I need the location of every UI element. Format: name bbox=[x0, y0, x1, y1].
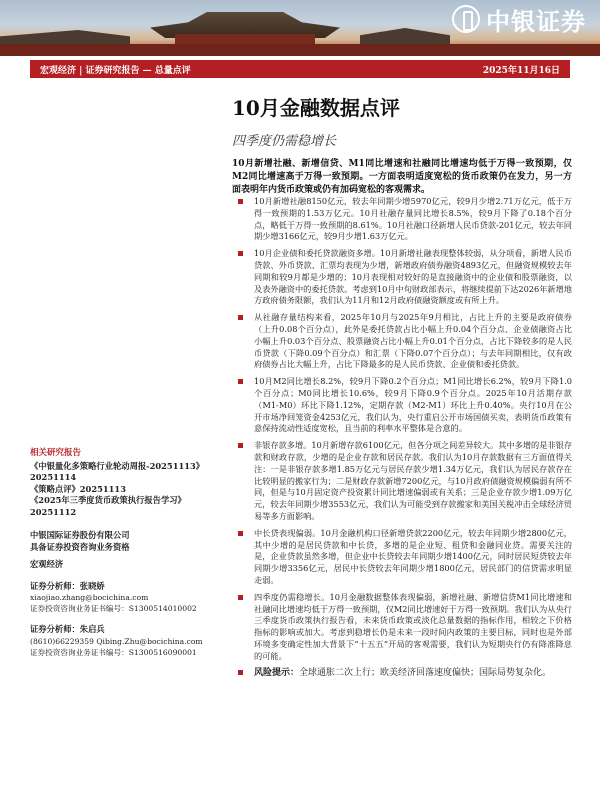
risk-label: 风险提示： bbox=[254, 668, 300, 679]
analyst-email[interactable]: xiaojiao.zhang@bocichina.com bbox=[30, 593, 149, 602]
key-point: 10月企业债和委托贷款融资多增。10月新增社融表现整体较弱，从分项看，新增人民币贷款、外币贷款、汇票均表现为少增，新增政府债券融资4893亿元，但融资规模较去年同期和较9月都是少增的；10月表现相对较好的是直接融资中的企业债和股票融资，以及表外融资中的委托贷款。考虑到10月中旬财政部表示，将继续提前下达2026年新增地方政府债务限额，我们认为11月和12月政府债融资额度或有所上升。 bbox=[232, 248, 572, 307]
logo-text: 中银证券 bbox=[486, 7, 586, 36]
analyst-block bbox=[30, 581, 210, 615]
related-report-link[interactable]: 《中银量化多策略行业轮动周报-20251113》20251114 bbox=[30, 460, 205, 482]
analyst-block bbox=[30, 624, 210, 658]
report-subtitle: 四季度仍需稳增长 bbox=[232, 134, 337, 149]
related-report-link[interactable]: 《策略点评》20251113 bbox=[30, 483, 126, 494]
header-banner bbox=[0, 0, 600, 56]
risk-text: 全球通胀二次上行；欧美经济回落速度偏快；国际局势复杂化。 bbox=[299, 668, 552, 679]
key-points-list bbox=[232, 196, 572, 685]
institution-info bbox=[30, 530, 210, 571]
key-point: 10月M2同比增长8.2%，较9月下降0.2个百分点；M1同比增长6.2%，较9月下降1.0个百分点；M0同比增长10.6%，较9月下降0.9个百分点。2025年10月活期存款（M1-M0）环比下降1.12%，定期存款（M2-M1）环比上升0.40%。央行10月在公开市场净回笼资金4253亿元，我们认为，央行重启公开市场国债买卖，表明货币政策有意保持流动性适度宽松，且当前的利率水平整体是合意的。 bbox=[232, 376, 572, 435]
related-report-link[interactable]: 《2025年三季度货币政策执行报告学习》20251112 bbox=[30, 495, 186, 517]
analyst-email[interactable]: (8610)66229359 Qibing.Zhu@bocichina.com bbox=[30, 636, 203, 646]
report-title: 10月金融数据点评 bbox=[232, 96, 400, 120]
report-summary: 10月新增社融、新增信贷、M1同比增速和社融同比增速均低于万得一致预期，仅M2同比增速高于万得一致预期。一方面表明适度宽松的货币政策仍在发力，另一方面表明年内货币政策或仍有加码宽松的客观需求。 bbox=[232, 159, 572, 195]
analyst-name: 证券分析师：张晓娇 bbox=[30, 580, 105, 591]
report-category: 宏观经济 | 证券研究报告 — 总量点评 bbox=[40, 65, 191, 76]
key-point: 中长贷表现偏弱。10月金融机构口径新增贷款2200亿元，较去年同期少增2800亿元，其中少增的是居民贷款和中长贷，多增的是企业短、租贷和金融同业贷。需要关注的是，企业贷款虽然多增，但企业中长贷较去年同期少增1400亿元，同时居民短贷较去年同期少增3356亿元，居民中长贷较去年同期少增1800亿元，居民部门的信贷需求明显走弱。 bbox=[232, 528, 572, 587]
research-field: 宏观经济 bbox=[30, 559, 64, 569]
banner-red-wall bbox=[0, 44, 600, 56]
report-date: 2025年11月16日 bbox=[482, 65, 560, 76]
key-point: 四季度仍需稳增长。10月金融数据整体表现偏弱，新增社融、新增信贷M1同比增速和社融同比增速均低于万得一致预期，仅M2同比增速好于万得一致预期。我们认为从央行三季度货币政策执行报告看，未来货币政策或淡化总量数据的指标作用，相较之下价格指标的影响或加大。考虑到稳增长仍是未来一段时间内政策的主要目标，同时也是外部环境多变确定性加大背景下“十五五”开局的客观需要，我们认为短期央行仍有降准降息的可能。 bbox=[232, 592, 572, 663]
key-point: 非银存款多增。10月新增存款6100亿元，但各分项之间差异较大。其中多增的是非银存款和财政存款，少增的是企业存款和居民存款。我们认为10月存款数据有三方面值得关注：一是非银存款多增1.85万亿元与居民存款少增1.34万亿元，我们认为居民存款存在比较明显的搬家行为；二是财政存款新增7200亿元，与10月政府债融资规模偏弱有所不同，但是与10月固定资产投资累计同比增速偏弱或有关系；三是企业存款少增1.09万亿元，较去年同期少增3553亿元，我们认为可能受到存款搬家和美国关税冲击全球经济贸易等多方面影响。 bbox=[232, 440, 572, 523]
institution-qualification: 具备证券投资咨询业务资格 bbox=[30, 541, 130, 552]
key-point: 10月新增社融8150亿元，较去年同期少增5970亿元，较9月少增2.71万亿元，低于万得一致预期的1.53万亿元。10月社融存量同比增长8.5%，较9月下降了0.18个百分点，略低于万得一致预期的8.61%。10月社融口径新增人民币贷款-201亿元，较去年同期少增3166亿元，较9月少增1.63万亿元。 bbox=[232, 196, 572, 243]
analyst-certificate: 证券投资咨询业务证书编号：S1300514010002 bbox=[30, 604, 197, 613]
analyst-certificate: 证券投资咨询业务证书编号：S1300516090001 bbox=[30, 647, 197, 657]
risk-warning bbox=[232, 667, 572, 680]
key-point: 从社融存量结构来看，2025年10月与2025年9月相比，占比上升的主要是政府债券（上升0.08个百分点），此外是委托贷款占比小幅上升0.04个百分点、企业债融资占比小幅上升0.03个百分点、股票融资占比小幅上升0.01个百分点，占比下降较多的是人民币贷款（下降0.09个百分点）和汇票（下降0.07个百分点）；与去年同期相比，仅有政府债券占比大幅上升，占比下降最多的是人民币贷款、企业债和委托贷款。 bbox=[232, 312, 572, 371]
analyst-name: 证券分析师：朱启兵 bbox=[30, 624, 105, 634]
bank-logo-icon bbox=[452, 5, 480, 33]
institution-name: 中银国际证券股份有限公司 bbox=[30, 530, 130, 540]
related-reports-heading: 相关研究报告 bbox=[30, 448, 82, 458]
report-tag-bar bbox=[30, 60, 570, 78]
company-logo bbox=[452, 4, 586, 34]
sidebar bbox=[30, 448, 210, 658]
